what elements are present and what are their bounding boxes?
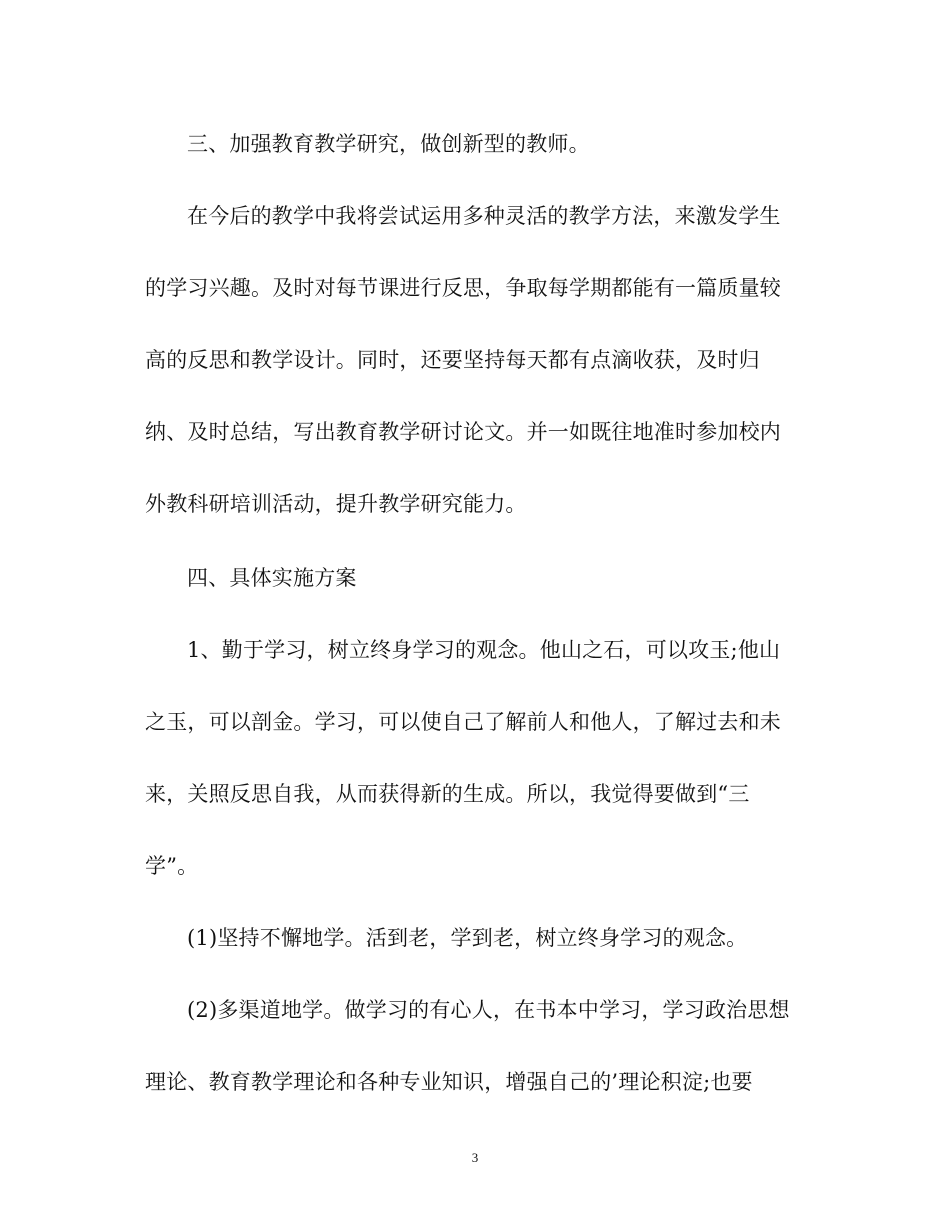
paragraph-line: 学”。 xyxy=(145,854,199,878)
paragraph-line: 来，关照反思自我，从而获得新的生成。所以，我觉得要做到“三 xyxy=(145,782,750,806)
paragraph-line: 之玉，可以剖金。学习，可以使自己了解前人和他人，了解过去和未 xyxy=(145,710,781,734)
page-number: 3 xyxy=(471,1150,479,1165)
paragraph-line: 外教科研培训活动，提升教学研究能力。 xyxy=(145,492,527,516)
list-item: (2)多渠道地学。做学习的有心人，在书本中学习，学习政治思想 xyxy=(187,998,790,1022)
paragraph-line: 纳、及时总结，写出教育教学研讨论文。并一如既往地准时参加校内 xyxy=(145,420,781,444)
paragraph-line: 高的反思和教学设计。同时，还要坚持每天都有点滴收获，及时归 xyxy=(145,348,760,372)
paragraph-line: 的学习兴趣。及时对每节课进行反思，争取每学期都能有一篇质量较 xyxy=(145,276,781,300)
paragraph-line: 理论、教育教学理论和各种专业知识，增强自己的’理论积淀;也要 xyxy=(145,1070,753,1094)
list-item: (1)坚持不懈地学。活到老，学到老，树立终身学习的观念。 xyxy=(187,926,748,950)
heading-section-3: 三、加强教育教学研究，做创新型的教师。 xyxy=(187,132,590,156)
paragraph-line: 1、勤于学习，树立终身学习的观念。他山之石，可以攻玉;他山 xyxy=(187,638,781,662)
paragraph-line: 在今后的教学中我将尝试运用多种灵活的教学方法，来激发学生 xyxy=(187,204,781,228)
heading-section-4: 四、具体实施方案 xyxy=(187,566,357,590)
